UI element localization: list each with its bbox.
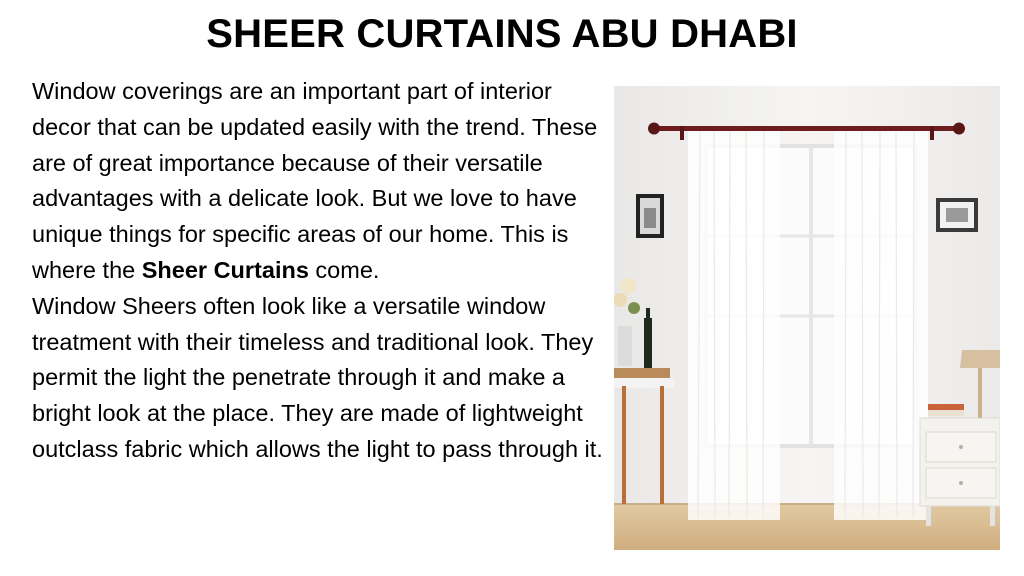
floor [614, 504, 1000, 550]
sheer-curtains-bold: Sheer Curtains [141, 256, 309, 283]
curtain-photo-illustration [614, 86, 1000, 550]
slide-title: SHEER CURTAINS ABU DHABI [206, 12, 798, 56]
paragraph-1 [32, 74, 604, 289]
wall-frame-left [636, 194, 664, 238]
paragraph-1-text: Window coverings are an important part of interior decor that can be updated easily with the trend. These are of great importance because of their versatile advantages with a delicate look. But we love to have unique things for specific areas of our home. This is where the [32, 78, 598, 283]
body-text [32, 74, 604, 468]
wall-frame-right [936, 198, 978, 232]
paragraph-1-end: come. [308, 256, 380, 283]
paragraph-2: Window Sheers often look like a versatile window treatment with their timeless and traditional look. They permit the light the penetrate through it and make a bright look at the place. They are made of lightweight outclass fabric which allows the light to pass through it. [32, 292, 603, 462]
curtain-photo [614, 86, 1000, 550]
